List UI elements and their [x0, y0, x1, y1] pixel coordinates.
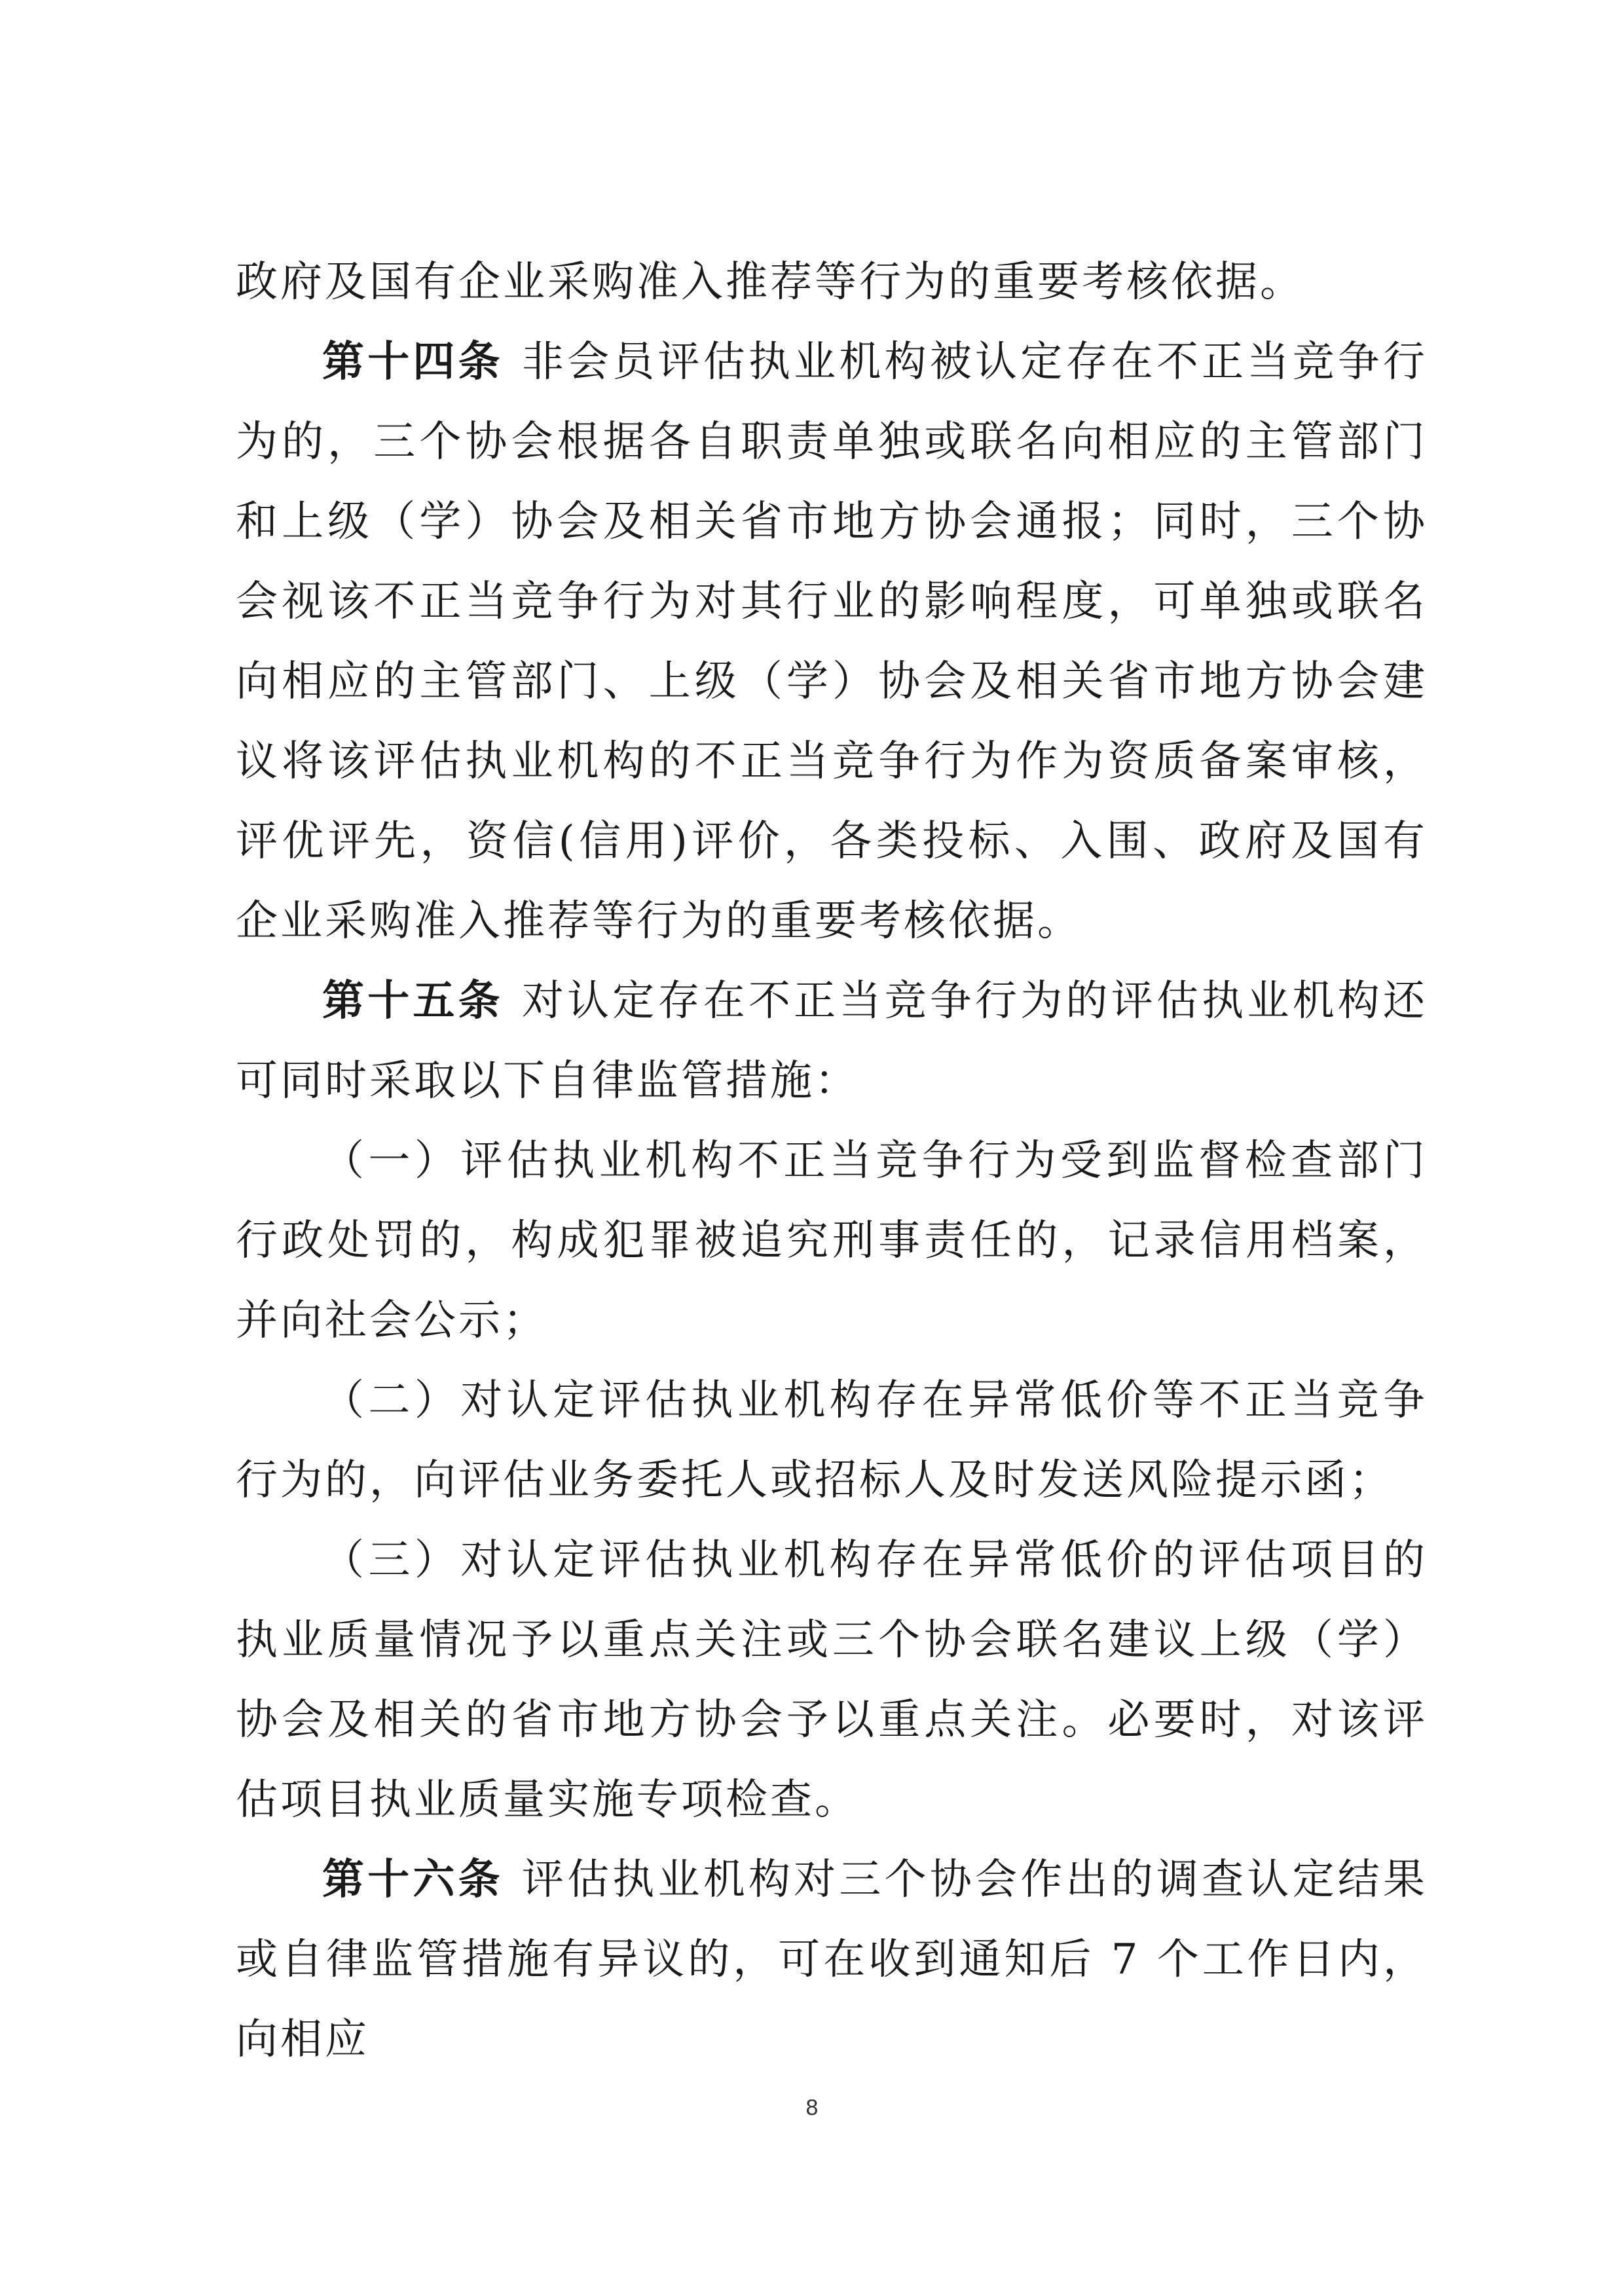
- article-14: [236, 322, 1428, 961]
- paragraph-text: （二）对认定评估执业机构存在异常低价等不正当竞争行为的，向评估业务委托人或招标人及时发送风险提示函；: [236, 1376, 1428, 1505]
- paragraph-continuation: [236, 242, 1428, 322]
- paragraph-text: 评估执业机构对三个协会作出的调查认定结果或自律监管措施有异议的，可在收到通知后 7 个工作日内，向相应: [236, 1856, 1428, 2064]
- article-label: 第十五条: [322, 977, 504, 1025]
- list-item-3: [236, 1520, 1428, 1840]
- document-body: [236, 242, 1428, 2080]
- page-number: 8: [805, 2095, 819, 2120]
- paragraph-text: 政府及国有企业采购准入推荐等行为的重要考核依据。: [236, 258, 1304, 306]
- paragraph-text: 对认定存在不正当竞争行为的评估执业机构还可同时采取以下自律监管措施：: [236, 977, 1428, 1105]
- paragraph-text: 非会员评估执业机构被认定存在不正当竞争行为的，三个协会根据各自职责单独或联名向相应的主管部门和上级（学）协会及相关省市地方协会通报；同时，三个协会视该不正当竞争行为对其行业的影响程度，可单独或联名向相应的主管部门、上级（学）协会及相关省市地方协会建议将该评估执业机构的不正当竞争行为作为资质备案审核，评优评先，资信(信用)评价，各类投标、入围、政府及国有企业采购准入推荐等行为的重要考核依据。: [236, 338, 1428, 946]
- article-label: 第十六条: [322, 1856, 504, 1904]
- article-16: [236, 1840, 1428, 2080]
- article-15: [236, 961, 1428, 1121]
- article-label: 第十四条: [322, 338, 504, 386]
- list-item-2: [236, 1361, 1428, 1520]
- paragraph-text: （一）评估执业机构不正当竞争行为受到监督检查部门行政处罚的，构成犯罪被追究刑事责任的，记录信用档案，并向社会公示；: [236, 1137, 1428, 1345]
- list-item-1: [236, 1121, 1428, 1361]
- paragraph-text: （三）对认定评估执业机构存在异常低价的评估项目的执业质量情况予以重点关注或三个协会联名建议上级（学）协会及相关的省市地方协会予以重点关注。必要时，对该评估项目执业质量实施专项检查。: [236, 1536, 1428, 1824]
